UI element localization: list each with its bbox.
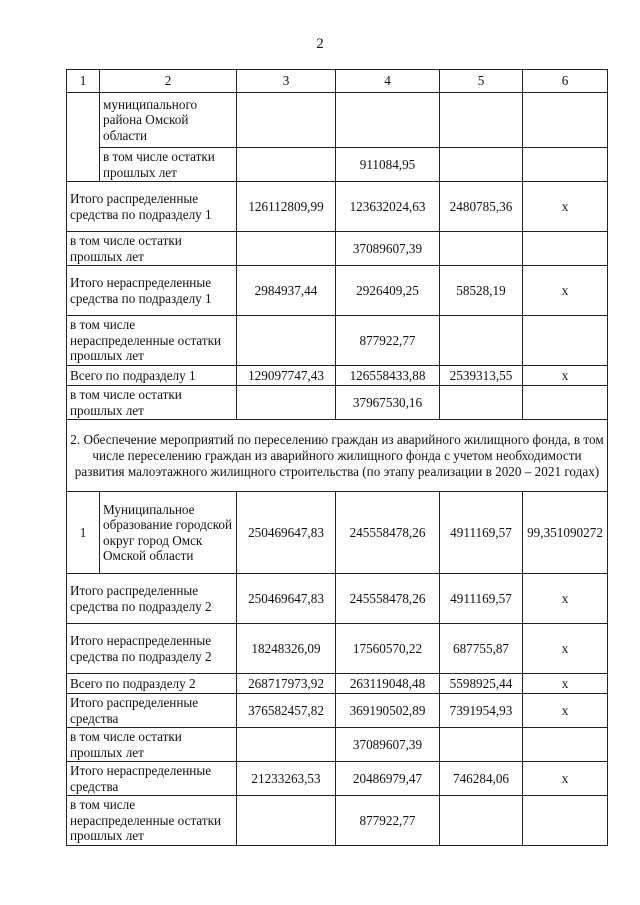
table-row	[67, 574, 608, 624]
value-col5: 4911169,57	[440, 492, 523, 574]
table-row	[67, 266, 608, 316]
row-label: Итого распределенные средства по подразделу 1	[67, 182, 237, 232]
header-cell-3: 3	[237, 70, 336, 93]
value-col6: x	[523, 266, 608, 316]
value-col4: 37967530,16	[336, 386, 440, 420]
value-col3: 250469647,83	[237, 492, 336, 574]
value-col3: 126112809,99	[237, 182, 336, 232]
table-row	[67, 624, 608, 674]
value-col6: x	[523, 366, 608, 386]
value-col5: 2539313,55	[440, 366, 523, 386]
value-col5: 7391954,93	[440, 694, 523, 728]
row-label: в том числе нераспределенные остатки прошлых лет	[67, 316, 237, 366]
value-col4: 123632024,63	[336, 182, 440, 232]
header-cell-4: 4	[336, 70, 440, 93]
header-cell-2: 2	[100, 70, 237, 93]
table-row	[67, 674, 608, 694]
row-label: Итого распределенные средства по подразделу 2	[67, 574, 237, 624]
section-2-title: 2. Обеспечение мероприятий по переселению граждан из аварийного жилищного фонда, в том числе переселению граждан из аварийного жилищного фонда с учетом необходимости развития малоэтажного жилищного строительства (по этапу реализации в 2020 – 2021 годах)	[67, 420, 608, 492]
value-col4: 245558478,26	[336, 492, 440, 574]
value-col4: 369190502,89	[336, 694, 440, 728]
value-col4: 2926409,25	[336, 266, 440, 316]
row-label: Всего по подразделу 1	[67, 366, 237, 386]
table-row	[67, 182, 608, 232]
value-col4: 20486979,47	[336, 762, 440, 796]
value-col4: 245558478,26	[336, 574, 440, 624]
value-col5: 746284,06	[440, 762, 523, 796]
table-row	[67, 148, 608, 182]
value-col3: 2984937,44	[237, 266, 336, 316]
row-label: в том числе остатки прошлых лет	[100, 148, 237, 182]
header-row	[67, 70, 608, 93]
value-col3: 21233263,53	[237, 762, 336, 796]
value-col4: 126558433,88	[336, 366, 440, 386]
value-col3: 250469647,83	[237, 574, 336, 624]
value-col4: 37089607,39	[336, 232, 440, 266]
value-col3: 129097747,43	[237, 366, 336, 386]
table-row	[67, 492, 608, 574]
table-row	[67, 728, 608, 762]
value-col4: 911084,95	[336, 148, 440, 182]
row-label: Итого нераспределенные средства по подразделу 1	[67, 266, 237, 316]
value-col4: 877922,77	[336, 316, 440, 366]
value-col5: 2480785,36	[440, 182, 523, 232]
value-col3: 18248326,09	[237, 624, 336, 674]
row-label: Всего по подразделу 2	[67, 674, 237, 694]
row-label: Итого нераспределенные средства	[67, 762, 237, 796]
table-row	[67, 366, 608, 386]
value-col4: 17560570,22	[336, 624, 440, 674]
value-col5: 5598925,44	[440, 674, 523, 694]
table-row	[67, 762, 608, 796]
value-col4: 263119048,48	[336, 674, 440, 694]
value-col4: 877922,77	[336, 796, 440, 846]
funds-table	[66, 69, 608, 846]
row-label: в том числе остатки прошлых лет	[67, 386, 237, 420]
row-number: 1	[67, 492, 100, 574]
header-cell-5: 5	[440, 70, 523, 93]
table-row	[67, 386, 608, 420]
header-cell-6: 6	[523, 70, 608, 93]
value-col3: 376582457,82	[237, 694, 336, 728]
row-label: в том числе остатки прошлых лет	[67, 232, 237, 266]
table-row	[67, 316, 608, 366]
value-col3: 268717973,92	[237, 674, 336, 694]
value-col6: x	[523, 674, 608, 694]
value-col6: x	[523, 574, 608, 624]
row-label: в том числе нераспределенные остатки прошлых лет	[67, 796, 237, 846]
value-col5: 58528,19	[440, 266, 523, 316]
page-number: 2	[316, 36, 324, 52]
value-col5: 687755,87	[440, 624, 523, 674]
value-col6: 99,351090272	[523, 492, 608, 574]
value-col4: 37089607,39	[336, 728, 440, 762]
empty-num-cell	[67, 93, 100, 182]
row-label: муниципального района Омской области	[100, 93, 237, 148]
value-col5: 4911169,57	[440, 574, 523, 624]
value-col6: x	[523, 694, 608, 728]
value-col6: x	[523, 762, 608, 796]
value-col6: x	[523, 182, 608, 232]
row-label: Итого нераспределенные средства по подразделу 2	[67, 624, 237, 674]
value-col6: x	[523, 624, 608, 674]
table-row	[67, 796, 608, 846]
table-row	[67, 232, 608, 266]
row-label: в том числе остатки прошлых лет	[67, 728, 237, 762]
table-row	[67, 694, 608, 728]
section-heading-row	[67, 420, 608, 492]
row-label: Итого распределенные средства	[67, 694, 237, 728]
row-label: Муниципальное образование городской округ город Омск Омской области	[100, 492, 237, 574]
table-row	[67, 93, 608, 148]
header-cell-1: 1	[67, 70, 100, 93]
